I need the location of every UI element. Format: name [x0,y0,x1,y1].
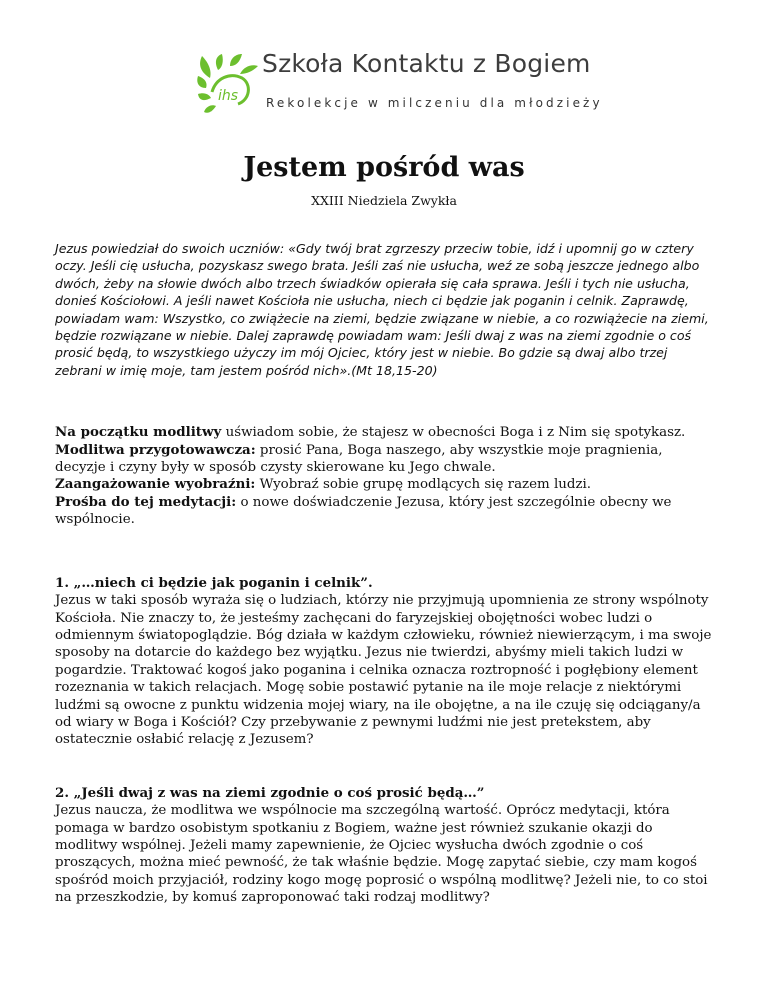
gospel-passage: Jezus powiedział do swoich uczniów: «Gdy twój brat zgrzeszy przeciw tobie, idź i upomnij go w cztery oczy. Jeśli cię usłucha, pozyskasz swego brata. Jeśli zaś nie usłucha, weź ze sobą jeszcze jednego albo dwóch, żeby na słowie dwóch albo trzech świadków opierała się cała sprawa. Jeśli i tych nie usłucha, donieś Kościołowi. A jeśli nawet Kościoła nie usłucha, niech ci będzie jak poganin i celnik. Zaprawdę, powiadam wam: Wszystko, co zwiążecie na ziemi, będzie związane w niebie, a co rozwiążecie na ziemi, będzie rozwiązane w niebie. Dalej zaprawdę powiadam wam: Jeśli dwaj z was na ziemi zgodnie o coś prosić będą, to wszystkiego użyczy im mój Ojciec, który jest w niebie. Bo gdzie są dwaj albo trzej zebrani w imię moje, tam jestem pośród nich».(Mt 18,15-20) [55,241,709,378]
intro-item [55,442,715,477]
intro-text: uświadom sobie, że stajesz w obecności Boga i z Nim się spotykasz. [221,425,686,441]
prayer-intro [55,424,715,528]
document-body [55,240,715,907]
section-heading: 2. „Jeśli dwaj z was na ziemi zgodnie o coś prosić będą…” [55,784,485,801]
intro-label: Prośba do tej medytacji: [55,493,237,510]
section-text: Jezus w taki sposób wyraża się o ludziach, którzy nie przyjmują upomnienia ze strony wspólnoty Kościoła. Nie znaczy to, że jesteśmy zachęcani do faryzejskiej obojętności wobec ludzi o odmiennym światopoglądzie. Bóg działa w każdym człowieku, również niewierzącym, i ma swoje sposoby na dotarcie do każdego bez wyjątku. Jezus nie twierdzi, abyśmy mieli takich ludzi w pogardzie. Traktować kogoś jako poganina i celnika oznacza roztropność i pogłębiony element rozeznania w takich relacjach. Mogę sobie postawić pytanie na ile moje relacje z niektórymi ludźmi są owocne z punktu widzenia mojej wiary, na ile obojętne, a na ile czuję się odciągany/a od wiary w Boga i Kościół? Czy przebywanie z pewnymi ludźmi nie jest pretekstem, aby ostatecznie osłabić relację z Jezusem? [55,593,712,748]
section-heading: 1. „…niech ci będzie jak poganin i celnik”. [55,574,373,591]
intro-item [55,494,715,529]
green-spiral-leaf-icon [196,52,264,114]
intro-text: prosić Pana, Boga naszego, aby wszystkie moje pragnienia, decyzje i czyny były w sposób czysty skierowane ku Jego chwale. [55,442,663,476]
logo-mark-text: ihs [218,88,239,104]
logo-name: Szkoła Kontaktu z Bogiem [262,49,591,78]
intro-label: Modlitwa przygotowawcza: [55,441,256,458]
meditation-point-1 [55,575,715,749]
intro-item [55,424,715,441]
intro-label: Na początku modlitwy [55,424,222,441]
intro-label: Zaangażowanie wyobraźni: [55,476,256,493]
intro-text: o nowe doświadczenie Jezusa, który jest szczególnie obecny we wspólnocie. [55,494,672,528]
intro-text: Wyobraź sobie grupę modlących się razem ludzi. [255,477,592,493]
section-text: Jezus naucza, że modlitwa we wspólnocie ma szczególną wartość. Oprócz medytacji, która pomaga w bardzo osobistym spotkaniu z Bogiem, ważne jest również szukanie okazji do modlitwy wspólnej. Jeżeli mamy zapewnienie, że Ojciec wysłucha dwóch zgodnie o coś proszących, można mieć pewność, że tak właśnie będzie. Mogę zapytać siebie, czy mam kogoś spośród moich przyjaciół, rodziny kogo mogę poprosić o wspólną modlitwę? Jeżeli nie, to co stoi na przeszkodzie, by komuś zaproponować taki rodzaj modlitwy? [55,803,708,906]
logo-tagline: Rekolekcje w milczeniu dla młodzieży [266,96,603,110]
logo [196,44,603,118]
meditation-point-2 [55,785,715,907]
page-subtitle: XXIII Niedziela Zwykła [311,193,457,208]
page-title: Jestem pośród was [243,152,525,183]
intro-item [55,476,715,493]
